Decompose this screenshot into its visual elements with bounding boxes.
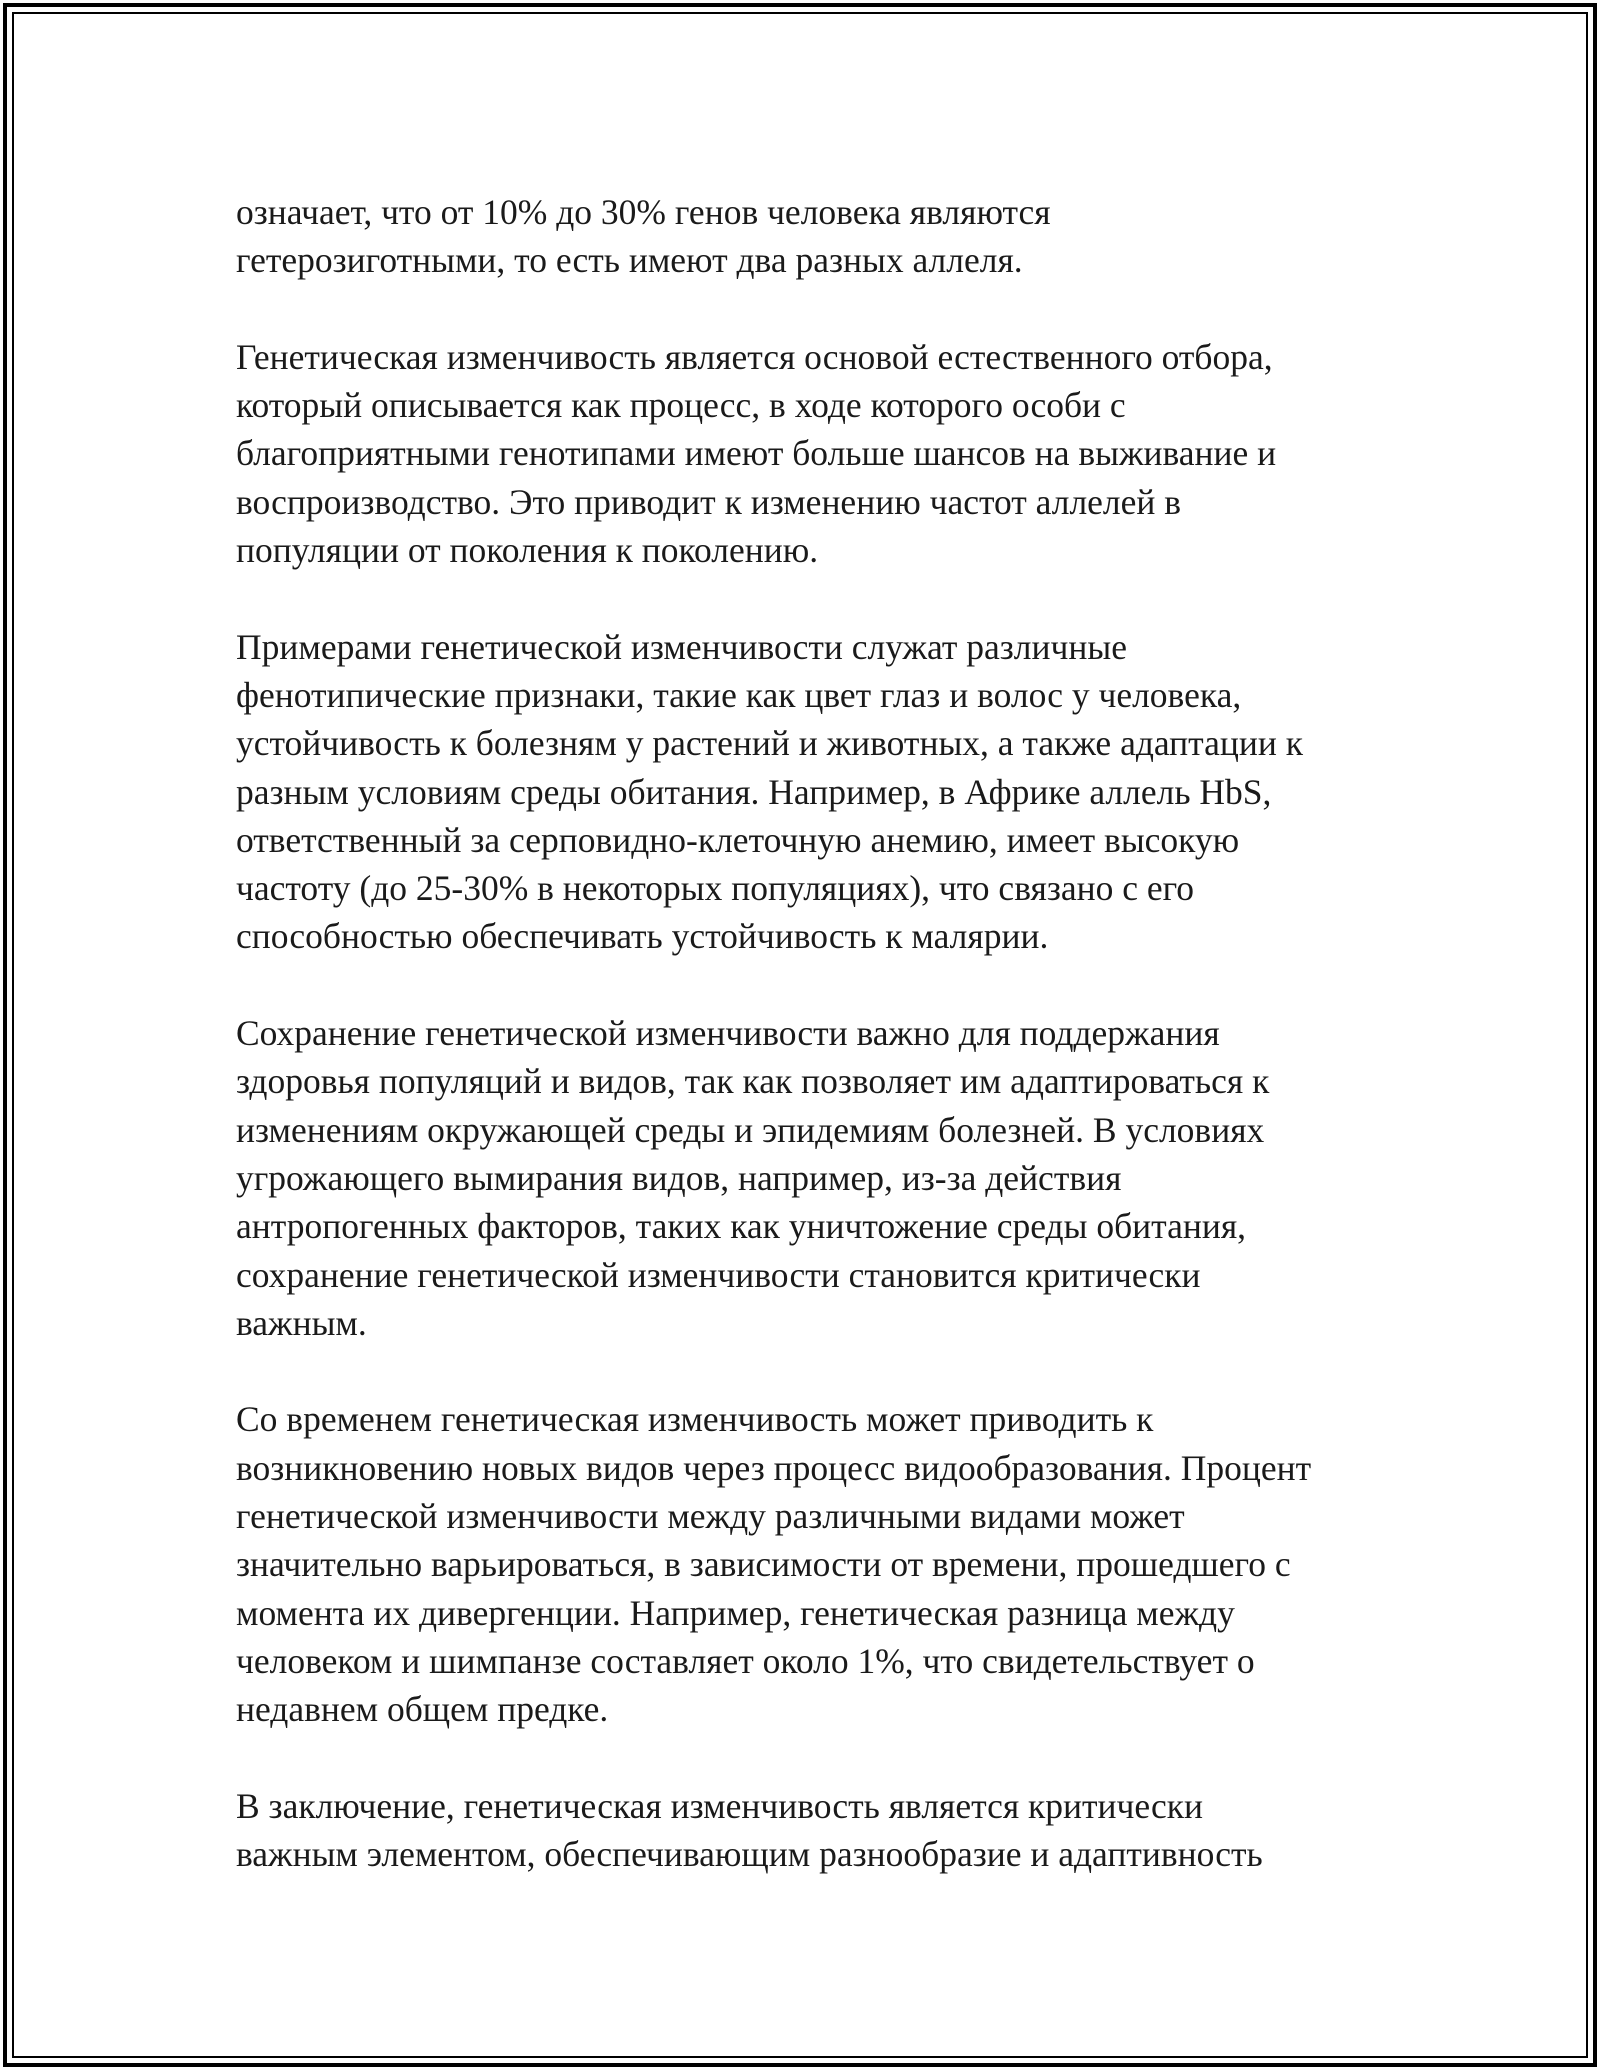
paragraph-speciation: Со временем генетическая изменчивость может приводить к возникновению новых видов через процесс видообразования. Процент генетической изменчивости между различными видами может значительно варьироваться, в зависимости от времени, прошедшего с момента их дивергенции. Например, генетическая разница между человеком и шимпанзе составляет около 1%, что свидетельствует о недавнем общем предке. [236,1399,1312,1730]
paragraph-examples: Примерами генетической изменчивости служат различные фенотипические признаки, такие как цвет глаз и волос у человека, устойчивость к болезням у растений и животных, а также адаптации к разным условиям среды обитания. Например, в Африке аллель HbS, ответственный за серповидно-клеточную анемию, имеет высокую частоту (до 25-30% в некоторых популяциях), что связано с его способностью обеспечивать устойчивость к малярии. [236,626,1303,957]
paragraph-conclusion: В заключение, генетическая изменчивость является критически важным элементом, обеспечивающим разнообразие и адаптивность [236,1785,1263,1875]
paragraph-heterozygosity: означает, что от 10% до 30% генов человека являются гетерозиготными, то есть имеют два разных аллеля. [236,192,1051,281]
paragraph-natural-selection: Генетическая изменчивость является основой естественного отбора, который описывается как процесс, в ходе которого особи с благоприятными генотипами имеют больше шансов на выживание и воспроизводство. Это приводит к изменению частот аллелей в популяции от поколения к поколению. [236,336,1277,571]
document-body [236,188,1366,1878]
paragraph-conservation: Сохранение генетической изменчивости важно для поддержания здоровья популяций и видов, так как позволяет им адаптироваться к изменениям окружающей среды и эпидемиям болезней. В условиях угрожающего вымирания видов, например, из-за действия антропогенных факторов, таких как уничтожение среды обитания, сохранение генетической изменчивости становится критически важным. [236,1013,1270,1343]
